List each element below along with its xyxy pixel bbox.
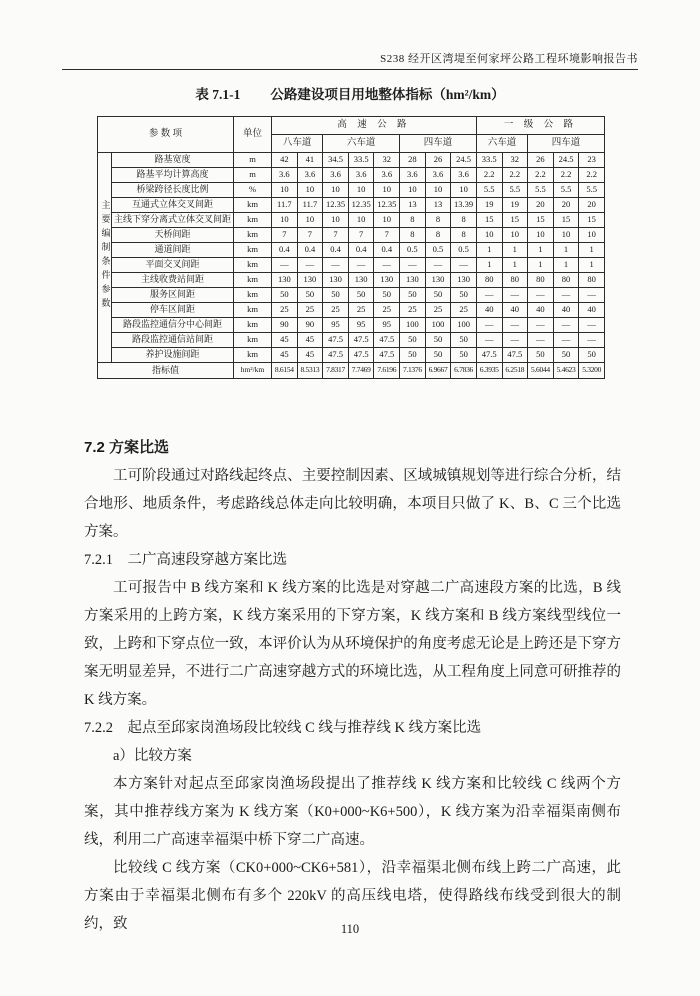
parameter-value: 95 (323, 318, 349, 333)
parameter-value: 3.6 (374, 168, 400, 183)
parameter-value: 25 (348, 303, 374, 318)
table-row (98, 258, 605, 273)
col-header-unit: 单位 (234, 117, 272, 153)
parameter-value: 10 (272, 213, 298, 228)
parameter-value: 10 (272, 183, 298, 198)
parameter-value: 24.5 (553, 153, 579, 168)
parameter-value: 0.5 (400, 243, 426, 258)
parameter-name: 主线下穿分离式立体交叉间距 (112, 213, 234, 228)
parameter-value: 100 (451, 318, 477, 333)
parameter-value: 10 (425, 183, 451, 198)
parameter-value: — (528, 318, 554, 333)
parameter-name: 平面交叉间距 (112, 258, 234, 273)
parameter-value: 19 (502, 198, 528, 213)
parameter-value: 50 (528, 348, 554, 363)
indicator-value: 6.9667 (425, 363, 451, 379)
table-row (98, 333, 605, 348)
indicator-value: 8.6154 (272, 363, 298, 379)
parameter-value: 10 (323, 183, 349, 198)
parameter-value: 10 (451, 183, 477, 198)
indicator-value: 7.8317 (323, 363, 349, 379)
parameter-value: 50 (297, 288, 323, 303)
parameter-value: 13 (400, 198, 426, 213)
parameter-value: 130 (348, 273, 374, 288)
parameter-value: 34.5 (323, 153, 349, 168)
table-side-label-text: 主要编制条件参数 (100, 200, 111, 313)
parameter-value: 1 (553, 243, 579, 258)
parameter-value: — (297, 258, 323, 273)
parameter-value: 13 (425, 198, 451, 213)
parameter-name: 服务区间距 (112, 288, 234, 303)
parameter-value: — (528, 333, 554, 348)
parameter-value: 80 (579, 273, 605, 288)
parameter-name: 停车区间距 (112, 303, 234, 318)
parameter-value: 40 (502, 303, 528, 318)
parameter-unit: km (234, 333, 272, 348)
parameter-value: 47.5 (348, 333, 374, 348)
parameter-value: 1 (476, 258, 502, 273)
section-7-2-2-item-a: a）比较方案 (113, 748, 192, 764)
parameter-value: — (374, 258, 400, 273)
parameter-value: 50 (553, 348, 579, 363)
parameter-value: 50 (323, 288, 349, 303)
parameter-value: 10 (502, 228, 528, 243)
parameter-unit: km (234, 243, 272, 258)
parameter-unit: km (234, 273, 272, 288)
parameter-value: 50 (400, 348, 426, 363)
section-7-2-paragraph: 工可阶段通过对路线起终点、主要控制因素、区域城镇规划等进行综合分析，结合地形、地质条件，考虑路线总体走向比较明确，本项目只做了 K、B、C 三个比选方案。 (84, 468, 621, 540)
parameter-value: 47.5 (323, 333, 349, 348)
parameter-value: 40 (528, 303, 554, 318)
parameter-value: 95 (348, 318, 374, 333)
parameter-value: 15 (476, 213, 502, 228)
parameter-value: 8 (451, 213, 477, 228)
parameter-value: — (553, 318, 579, 333)
parameter-value: — (502, 318, 528, 333)
header-title: S238 经开区湾堤至何家坪公路工程环境影响报告书 (380, 53, 638, 65)
col-subgroup-4lane-firstclass: 四车道 (528, 135, 605, 153)
table-row (98, 168, 605, 183)
parameter-value: 2.2 (579, 168, 605, 183)
parameter-value: 5.5 (528, 183, 554, 198)
parameter-unit: km (234, 303, 272, 318)
parameter-value: 1 (579, 243, 605, 258)
parameter-value: 1 (553, 258, 579, 273)
parameter-unit: km (234, 213, 272, 228)
indicator-value: 6.7836 (451, 363, 477, 379)
parameter-value: 3.6 (348, 168, 374, 183)
parameter-value: 130 (425, 273, 451, 288)
parameter-value: 19 (476, 198, 502, 213)
parameter-unit: km (234, 198, 272, 213)
page-header (62, 50, 638, 70)
parameter-value: 28 (400, 153, 426, 168)
parameter-value: — (425, 258, 451, 273)
parameter-value: 47.5 (476, 348, 502, 363)
parameter-value: 15 (528, 213, 554, 228)
parameter-value: 50 (451, 348, 477, 363)
parameter-value: 8 (400, 228, 426, 243)
parameter-unit: km (234, 258, 272, 273)
parameter-value: 33.5 (476, 153, 502, 168)
parameter-value: — (476, 333, 502, 348)
col-subgroup-4lane-expressway: 四车道 (400, 135, 477, 153)
parameter-unit: km (234, 288, 272, 303)
parameter-value: 130 (400, 273, 426, 288)
parameter-name: 路段监控通信分中心间距 (112, 318, 234, 333)
parameter-value: 25 (272, 303, 298, 318)
table-row (98, 183, 605, 198)
parameter-value: 130 (272, 273, 298, 288)
parameter-value: — (579, 288, 605, 303)
parameter-value: 0.5 (425, 243, 451, 258)
parameter-value: 5.5 (553, 183, 579, 198)
indicator-value: 5.3200 (579, 363, 605, 379)
col-group-first-class: 一 级 公 路 (476, 117, 604, 135)
parameter-value: 50 (425, 288, 451, 303)
parameter-name: 通道间距 (112, 243, 234, 258)
parameter-value: — (272, 258, 298, 273)
section-7-2-2-heading: 7.2.2 起点至邱家岗渔场段比较线 C 线与推荐线 K 线方案比选 (84, 720, 482, 736)
parameter-value: 80 (502, 273, 528, 288)
parameter-name: 路基宽度 (112, 153, 234, 168)
indicator-value: 7.6196 (374, 363, 400, 379)
parameter-value: — (553, 288, 579, 303)
parameter-value: 32 (502, 153, 528, 168)
table-row (98, 153, 605, 168)
parameter-value: 90 (272, 318, 298, 333)
parameter-value: 11.7 (297, 198, 323, 213)
parameter-value: 10 (374, 213, 400, 228)
parameter-value: — (579, 318, 605, 333)
parameter-value: 2.2 (476, 168, 502, 183)
table-row (98, 303, 605, 318)
indicator-value: 7.7469 (348, 363, 374, 379)
parameter-unit: m (234, 168, 272, 183)
parameter-value: 12.35 (348, 198, 374, 213)
footer-row-unit: hm²/km (234, 363, 272, 379)
parameter-value: 45 (297, 348, 323, 363)
table-caption-label: 表 7.1-1 (195, 87, 241, 102)
parameter-value: 7 (348, 228, 374, 243)
parameter-value: 90 (297, 318, 323, 333)
parameter-value: 25 (374, 303, 400, 318)
parameter-value: 10 (400, 183, 426, 198)
parameter-value: 47.5 (348, 348, 374, 363)
parameter-value: 10 (297, 183, 323, 198)
parameter-value: 50 (400, 288, 426, 303)
table-header (98, 117, 605, 153)
parameter-value: — (502, 333, 528, 348)
parameter-value: 40 (476, 303, 502, 318)
parameter-value: 13.39 (451, 198, 477, 213)
parameter-value: 25 (425, 303, 451, 318)
parameter-name: 互通式立体交叉间距 (112, 198, 234, 213)
parameter-value: 50 (451, 333, 477, 348)
parameter-value: 0.4 (348, 243, 374, 258)
indicator-value: 6.3935 (476, 363, 502, 379)
parameter-value: 7 (272, 228, 298, 243)
parameter-value: 41 (297, 153, 323, 168)
parameter-value: 50 (579, 348, 605, 363)
parameter-value: 50 (272, 288, 298, 303)
parameter-value: 50 (374, 288, 400, 303)
parameter-value: 130 (451, 273, 477, 288)
parameter-value: 10 (348, 213, 374, 228)
parameter-value: 10 (553, 228, 579, 243)
parameter-value: 32 (374, 153, 400, 168)
parameter-name: 路基平均计算高度 (112, 168, 234, 183)
parameter-value: 95 (374, 318, 400, 333)
page-number: 110 (340, 922, 360, 936)
section-7-2-2-paragraph-2: 比较线 C 线方案（CK0+000~CK6+581），沿幸福渠北侧布线上跨二广高速，此方案由于幸福渠北侧布有多个 220kV 的高压线电塔，使得路线布线受到很大的制约，致 (84, 860, 621, 932)
parameter-value: 0.5 (451, 243, 477, 258)
table-row (98, 198, 605, 213)
parameter-value: 1 (528, 258, 554, 273)
parameter-value: 20 (579, 198, 605, 213)
parameter-value: 26 (528, 153, 554, 168)
table-caption (0, 83, 700, 103)
footer-row-name: 指标值 (98, 363, 234, 379)
parameter-value: 11.7 (272, 198, 298, 213)
parameter-value: 45 (272, 333, 298, 348)
parameter-value: 10 (579, 228, 605, 243)
parameter-value: 25 (400, 303, 426, 318)
indicator-value: 5.6044 (528, 363, 554, 379)
parameter-value: 20 (528, 198, 554, 213)
parameter-value: 25 (297, 303, 323, 318)
parameter-unit: km (234, 348, 272, 363)
section-7-2-2-paragraph-1: 本方案针对起点至邱家岗渔场段提出了推荐线 K 线方案和比较线 C 线两个方案，其中推荐线方案为 K 线方案（K0+000~K6+500），K 线方案为沿幸福渠南侧布线，利用二广高速幸福渠中桥下穿二广高速。 (84, 776, 621, 848)
parameter-value: 15 (502, 213, 528, 228)
parameter-value: 2.2 (528, 168, 554, 183)
parameter-value: 47.5 (374, 348, 400, 363)
parameter-value: 1 (502, 243, 528, 258)
parameter-value: 7 (374, 228, 400, 243)
parameter-name: 养护设施间距 (112, 348, 234, 363)
table-footer-row (98, 363, 605, 379)
parameter-value: — (400, 258, 426, 273)
section-7-2-heading: 7.2 方案比选 (84, 439, 170, 456)
table-row (98, 288, 605, 303)
parameter-unit: m (234, 153, 272, 168)
parameter-unit: km (234, 318, 272, 333)
parameter-value: 15 (579, 213, 605, 228)
parameter-value: 8 (425, 228, 451, 243)
parameter-value: 45 (272, 348, 298, 363)
parameter-value: 47.5 (374, 333, 400, 348)
table-row (98, 243, 605, 258)
parameter-value: 25 (323, 303, 349, 318)
parameter-value: 3.6 (425, 168, 451, 183)
parameter-value: 10 (374, 183, 400, 198)
parameter-value: 3.6 (400, 168, 426, 183)
parameter-name: 主线收费站间距 (112, 273, 234, 288)
document-body (84, 436, 621, 938)
parameter-value: 130 (323, 273, 349, 288)
land-use-indicator-table (97, 116, 605, 379)
parameter-value: 3.6 (272, 168, 298, 183)
parameter-value: 3.6 (451, 168, 477, 183)
parameter-value: 12.35 (323, 198, 349, 213)
parameter-value: 50 (348, 288, 374, 303)
parameter-value: — (502, 288, 528, 303)
parameter-value: 50 (425, 348, 451, 363)
parameter-value: 130 (374, 273, 400, 288)
parameter-value: 1 (502, 258, 528, 273)
parameter-value: 10 (323, 213, 349, 228)
parameter-value: 3.6 (297, 168, 323, 183)
col-subgroup-6lane-firstclass: 六车道 (476, 135, 527, 153)
parameter-value: 80 (528, 273, 554, 288)
parameter-value: 1 (476, 243, 502, 258)
parameter-value: 40 (553, 303, 579, 318)
parameter-value: 33.5 (348, 153, 374, 168)
parameter-value: 3.6 (323, 168, 349, 183)
parameter-value: 45 (297, 333, 323, 348)
parameter-value: 10 (297, 213, 323, 228)
table-row (98, 228, 605, 243)
table-row (98, 348, 605, 363)
parameter-value: 10 (476, 228, 502, 243)
parameter-value: 25 (451, 303, 477, 318)
section-7-2-1-paragraph: 工可报告中 B 线方案和 K 线方案的比选是对穿越二广高速段方案的比选，B 线方案采用的上跨方案，K 线方案采用的下穿方案，K 线方案和 B 线方案线型线位一致，上跨和下穿点位一致，本评价认为从环境保护的角度考虑无论是上跨还是下穿方案无明显差异，不进行二广高速穿越方式的环境比选，从工程角度上同意可研推荐的 K 线方案。 (84, 580, 621, 708)
parameter-value: 80 (553, 273, 579, 288)
parameter-value: 80 (476, 273, 502, 288)
parameter-value: — (451, 258, 477, 273)
parameter-value: 8 (451, 228, 477, 243)
parameter-value: 23 (579, 153, 605, 168)
col-subgroup-8lane: 八车道 (272, 135, 323, 153)
parameter-value: 0.4 (272, 243, 298, 258)
parameter-value: 7 (297, 228, 323, 243)
parameter-value: 47.5 (502, 348, 528, 363)
parameter-value: 8 (400, 213, 426, 228)
parameter-value: 5.5 (579, 183, 605, 198)
parameter-value: 24.5 (451, 153, 477, 168)
parameter-value: 0.4 (323, 243, 349, 258)
section-7-2-1-heading: 7.2.1 二广高速段穿越方案比选 (84, 552, 287, 568)
parameter-value: 50 (400, 333, 426, 348)
parameter-value: — (579, 333, 605, 348)
parameter-name: 天桥间距 (112, 228, 234, 243)
table-header-row-1 (98, 117, 605, 135)
parameter-value: 0.4 (297, 243, 323, 258)
parameter-name: 路段监控通信站间距 (112, 333, 234, 348)
parameter-value: 10 (528, 228, 554, 243)
parameter-unit: km (234, 228, 272, 243)
parameter-value: 50 (451, 288, 477, 303)
parameter-value: 1 (579, 258, 605, 273)
parameter-value: 10 (348, 183, 374, 198)
parameter-value: 26 (425, 153, 451, 168)
table-row (98, 273, 605, 288)
parameter-value: 2.2 (502, 168, 528, 183)
table-row (98, 213, 605, 228)
parameter-value: 7 (323, 228, 349, 243)
indicator-value: 8.5313 (297, 363, 323, 379)
parameter-unit: % (234, 183, 272, 198)
parameter-value: — (323, 258, 349, 273)
parameter-value: 130 (297, 273, 323, 288)
parameter-value: — (476, 288, 502, 303)
table-row (98, 318, 605, 333)
parameter-value: 2.2 (553, 168, 579, 183)
parameter-value: 40 (579, 303, 605, 318)
parameter-value: — (348, 258, 374, 273)
table-caption-title: 公路建设项目用地整体指标（hm²/km） (270, 87, 505, 102)
indicator-value: 6.2518 (502, 363, 528, 379)
parameter-value: 100 (400, 318, 426, 333)
parameter-value: 1 (528, 243, 554, 258)
parameter-value: 8 (425, 213, 451, 228)
parameter-value: 12.35 (374, 198, 400, 213)
col-header-parameter: 参 数 项 (98, 117, 234, 153)
parameter-value: 42 (272, 153, 298, 168)
table-side-label (98, 153, 112, 363)
parameter-value: 15 (553, 213, 579, 228)
parameter-name: 桥梁跨径长度比例 (112, 183, 234, 198)
parameter-value: 5.5 (476, 183, 502, 198)
indicator-value: 5.4623 (553, 363, 579, 379)
col-group-expressway: 高 速 公 路 (272, 117, 477, 135)
col-subgroup-6lane-expressway: 六车道 (323, 135, 400, 153)
parameter-value: 0.4 (374, 243, 400, 258)
parameter-value: 47.5 (323, 348, 349, 363)
parameter-value: — (553, 333, 579, 348)
parameter-value: 50 (425, 333, 451, 348)
table-body (98, 153, 605, 379)
parameter-value: 5.5 (502, 183, 528, 198)
indicator-value: 7.1376 (400, 363, 426, 379)
parameter-value: 20 (553, 198, 579, 213)
parameter-value: 100 (425, 318, 451, 333)
parameter-value: — (528, 288, 554, 303)
parameter-value: — (476, 318, 502, 333)
